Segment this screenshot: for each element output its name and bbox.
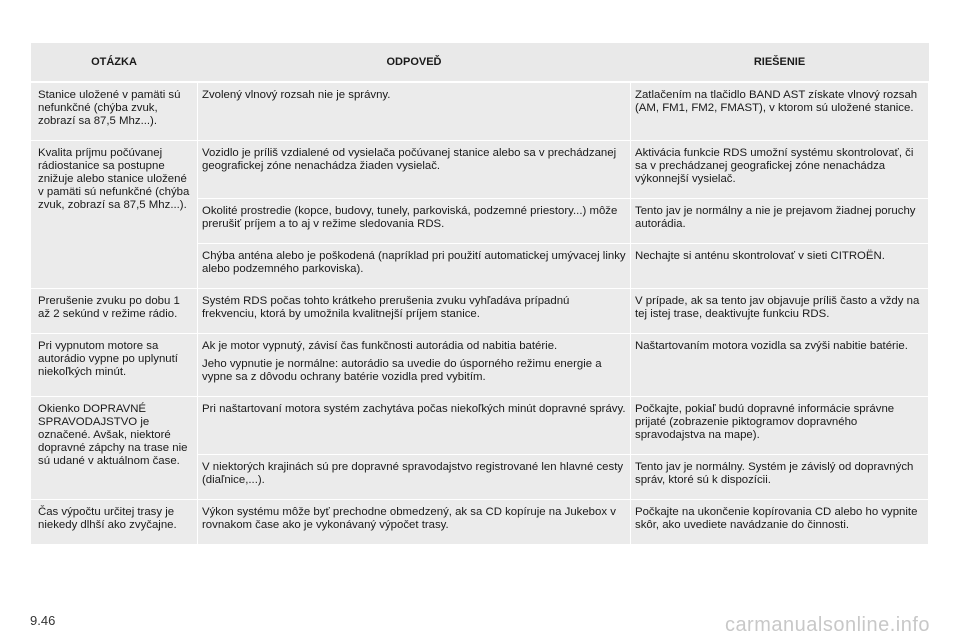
answer-cell bbox=[198, 141, 631, 199]
watermark: carmanualsonline.info bbox=[724, 614, 930, 636]
answer-cell bbox=[198, 397, 631, 455]
answer-paragraph: Ak je motor vypnutý, závisí čas funkčnosti autorádia od nabitia batérie. bbox=[202, 340, 558, 352]
answer-cell bbox=[198, 455, 631, 500]
solution-cell: Aktivácia funkcie RDS umožní systému skontrolovať, či sa v prechádzanej geografickej zóne nenachádza výkonnejší vysielač. bbox=[631, 141, 929, 199]
answer-cell bbox=[198, 244, 631, 289]
answer-paragraph: Jeho vypnutie je normálne: autorádio sa uvedie do úsporného režimu energie a vypne sa z dôvodu ochrany batérie vozidla pred vybitím. bbox=[202, 358, 602, 383]
answer-paragraph: Pri naštartovaní motora systém zachytáva počas niekoľkých minút dopravné správy. bbox=[202, 403, 626, 415]
answer-paragraph: Chýba anténa alebo je poškodená (napríklad pri použití automatickej umývacej linky alebo podzemného parkoviska). bbox=[202, 250, 626, 275]
solution-cell: Naštartovaním motora vozidla sa zvýši nabitie batérie. bbox=[631, 334, 929, 397]
solution-cell: Počkajte, pokiaľ budú dopravné informácie správne prijaté (zobrazenie piktogramov dopravného spravodajstva na mape). bbox=[631, 397, 929, 455]
answer-cell bbox=[198, 82, 631, 141]
answer-paragraph: Okolité prostredie (kopce, budovy, tunely, parkoviská, podzemné priestory...) môže prerušiť príjem a to aj v režime sledovania RDS. bbox=[202, 205, 618, 230]
answer-cell bbox=[198, 289, 631, 334]
solution-cell: Počkajte na ukončenie kopírovania CD alebo ho vypnite skôr, ako uvediete navádzanie do činnosti. bbox=[631, 500, 929, 545]
table-row bbox=[31, 141, 929, 199]
solution-cell: Zatlačením na tlačidlo BAND AST získate vlnový rozsah (AM, FM1, FM2, FMAST), v ktorom sú uložené stanice. bbox=[631, 82, 929, 141]
table-row bbox=[31, 289, 929, 334]
page-number: 9.46 bbox=[30, 613, 56, 628]
answer-cell bbox=[198, 500, 631, 545]
question-cell: Stanice uložené v pamäti sú nefunkčné (chýba zvuk, zobrazí sa 87,5 Mhz...). bbox=[31, 82, 198, 141]
faq-table bbox=[30, 43, 929, 545]
header-answer: ODPOVEĎ bbox=[198, 43, 631, 82]
table-row bbox=[31, 82, 929, 141]
solution-cell: Tento jav je normálny a nie je prejavom žiadnej poruchy autorádia. bbox=[631, 199, 929, 244]
faq-body bbox=[31, 82, 929, 545]
answer-cell bbox=[198, 199, 631, 244]
table-row bbox=[31, 500, 929, 545]
table-row bbox=[31, 334, 929, 397]
question-cell: Pri vypnutom motore sa autorádio vypne po uplynutí niekoľkých minút. bbox=[31, 334, 198, 397]
header-solution: RIEŠENIE bbox=[631, 43, 929, 82]
header-question: OTÁZKA bbox=[31, 43, 198, 82]
header-row bbox=[31, 43, 929, 82]
answer-paragraph: Zvolený vlnový rozsah nie je správny. bbox=[202, 89, 391, 101]
table-row bbox=[31, 397, 929, 455]
solution-cell: V prípade, ak sa tento jav objavuje príliš často a vždy na tej istej trase, deaktivujte funkciu RDS. bbox=[631, 289, 929, 334]
question-cell: Prerušenie zvuku po dobu 1 až 2 sekúnd v režime rádio. bbox=[31, 289, 198, 334]
question-cell: Čas výpočtu určitej trasy je niekedy dlhší ako zvyčajne. bbox=[31, 500, 198, 545]
answer-paragraph: V niektorých krajinách sú pre dopravné spravodajstvo registrované len hlavné cesty (diaľnice,...). bbox=[202, 461, 624, 486]
answer-paragraph: Vozidlo je príliš vzdialené od vysielača počúvanej stanice alebo sa v prechádzanej geografickej zóne nenachádza žiaden vysielač. bbox=[202, 147, 617, 172]
solution-cell: Nechajte si anténu skontrolovať v sieti CITROËN. bbox=[631, 244, 929, 289]
answer-cell bbox=[198, 334, 631, 397]
answer-paragraph: Výkon systému môže byť prechodne obmedzený, ak sa CD kopíruje na Jukebox v rovnakom čase ako je vykonávaný výpočet trasy. bbox=[202, 506, 616, 531]
answer-paragraph: Systém RDS počas tohto krátkeho prerušenia zvuku vyhľadáva prípadnú frekvenciu, ktorá by umožnila kvalitnejší príjem stanice. bbox=[202, 295, 570, 320]
solution-cell: Tento jav je normálny. Systém je závislý od dopravných správ, ktoré sú k dispozícii. bbox=[631, 455, 929, 500]
question-cell: Kvalita príjmu počúvanej rádiostanice sa postupne znižuje alebo stanice uložené v pamäti sú nefunkčné (chýba zvuk, zobrazí sa 87,5 Mhz...). bbox=[31, 141, 198, 289]
question-cell: Okienko DOPRAVNÉ SPRAVODAJSTVO je označené. Avšak, niektoré dopravné zápchy na trase nie sú udané v aktuálnom čase. bbox=[31, 397, 198, 500]
